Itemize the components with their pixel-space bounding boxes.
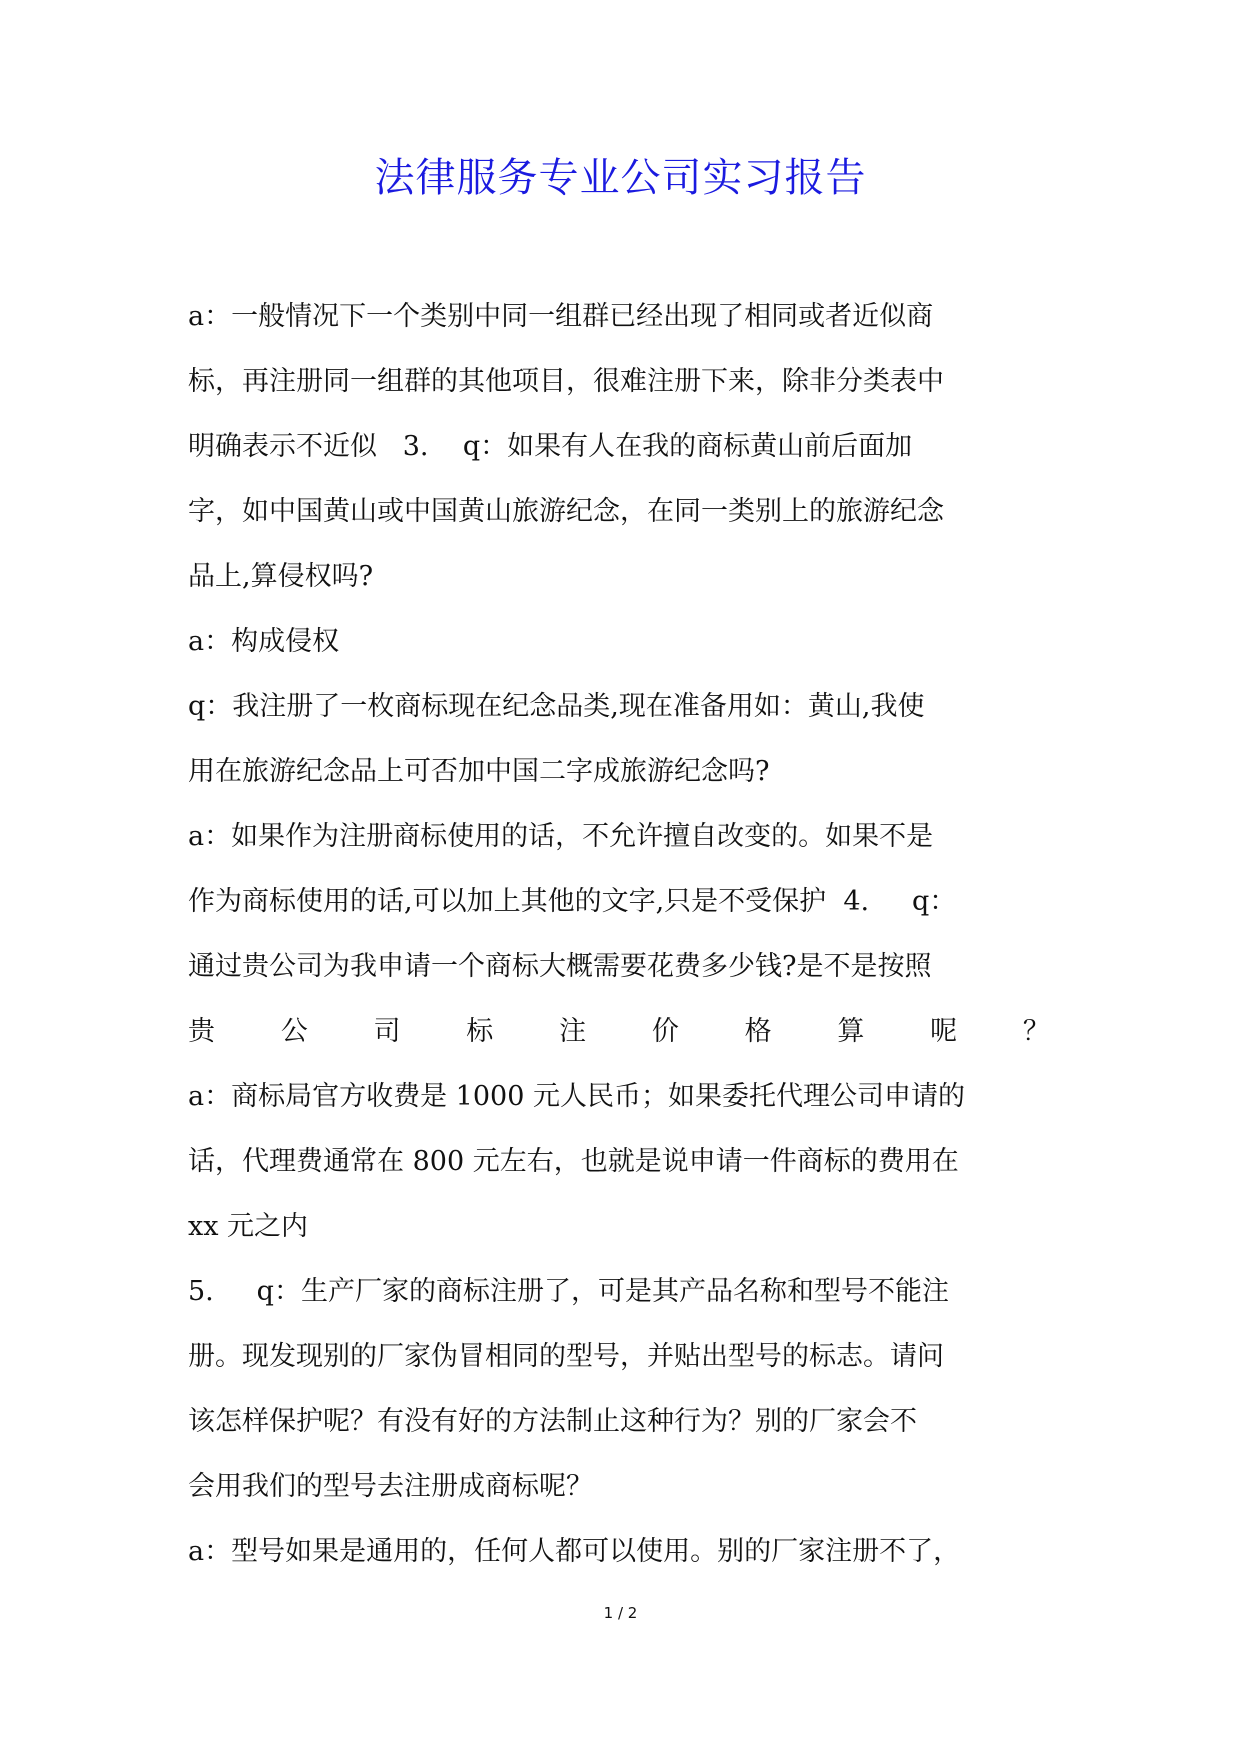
body-line: 字，如中国黄山或中国黄山旅游纪念，在同一类别上的旅游纪念 (188, 496, 944, 527)
document-body (188, 284, 1050, 1584)
body-line: a：构成侵权 (188, 626, 340, 657)
spaced-char: 格 (744, 1016, 772, 1047)
body-line: a：商标局官方收费是 1000 元人民币；如果委托代理公司申请的 (188, 1081, 965, 1112)
body-line: xx 元之内 (188, 1211, 309, 1242)
document-title: 法律服务专业公司实习报告 (374, 155, 867, 201)
spaced-char: 注 (559, 1016, 587, 1047)
spaced-body-line (188, 999, 1050, 1064)
spaced-char: 算 (837, 1016, 865, 1047)
spaced-char: 贵 (188, 1016, 215, 1047)
spaced-char: ？ (1022, 1016, 1050, 1047)
spaced-char: 价 (651, 1016, 679, 1047)
spaced-char: 公 (280, 1016, 308, 1047)
body-line: 该怎样保护呢？有没有好的方法制止这种行为？别的厂家会不 (188, 1406, 917, 1437)
body-line: 通过贵公司为我申请一个商标大概需要花费多少钱?是不是按照 (188, 951, 932, 982)
body-line: 品上,算侵权吗? (188, 561, 374, 592)
spaced-char: 标 (466, 1016, 494, 1047)
spaced-char: 呢 (930, 1016, 958, 1047)
body-line: 明确表示不近似 3. q：如果有人在我的商标黄山前后面加 (188, 431, 913, 462)
body-line: 会用我们的型号去注册成商标呢？ (188, 1471, 593, 1502)
body-line: 用在旅游纪念品上可否加中国二字成旅游纪念吗? (188, 756, 770, 787)
body-line: q：我注册了一枚商标现在纪念品类,现在准备用如：黄山,我使 (188, 691, 925, 722)
page-number: 1 / 2 (603, 1604, 638, 1622)
body-line: 5. q：生产厂家的商标注册了，可是其产品名称和型号不能注 (188, 1276, 949, 1307)
body-line: 册。现发现别的厂家伪冒相同的型号，并贴出型号的标志。请问 (188, 1341, 944, 1372)
body-line: a：一般情况下一个类别中同一组群已经出现了相同或者近似商 (188, 301, 934, 332)
body-line: 作为商标使用的话,可以加上其他的文字,只是不受保护 4. q： (188, 886, 957, 917)
body-line: 话，代理费通常在 800 元左右，也就是说申请一件商标的费用在 (188, 1146, 959, 1177)
body-line: a：如果作为注册商标使用的话，不允许擅自改变的。如果不是 (188, 821, 934, 852)
spaced-char: 司 (373, 1016, 401, 1047)
body-line: 标，再注册同一组群的其他项目，很难注册下来，除非分类表中 (188, 366, 944, 397)
body-line: a：型号如果是通用的，任何人都可以使用。别的厂家注册不了， (188, 1536, 961, 1567)
